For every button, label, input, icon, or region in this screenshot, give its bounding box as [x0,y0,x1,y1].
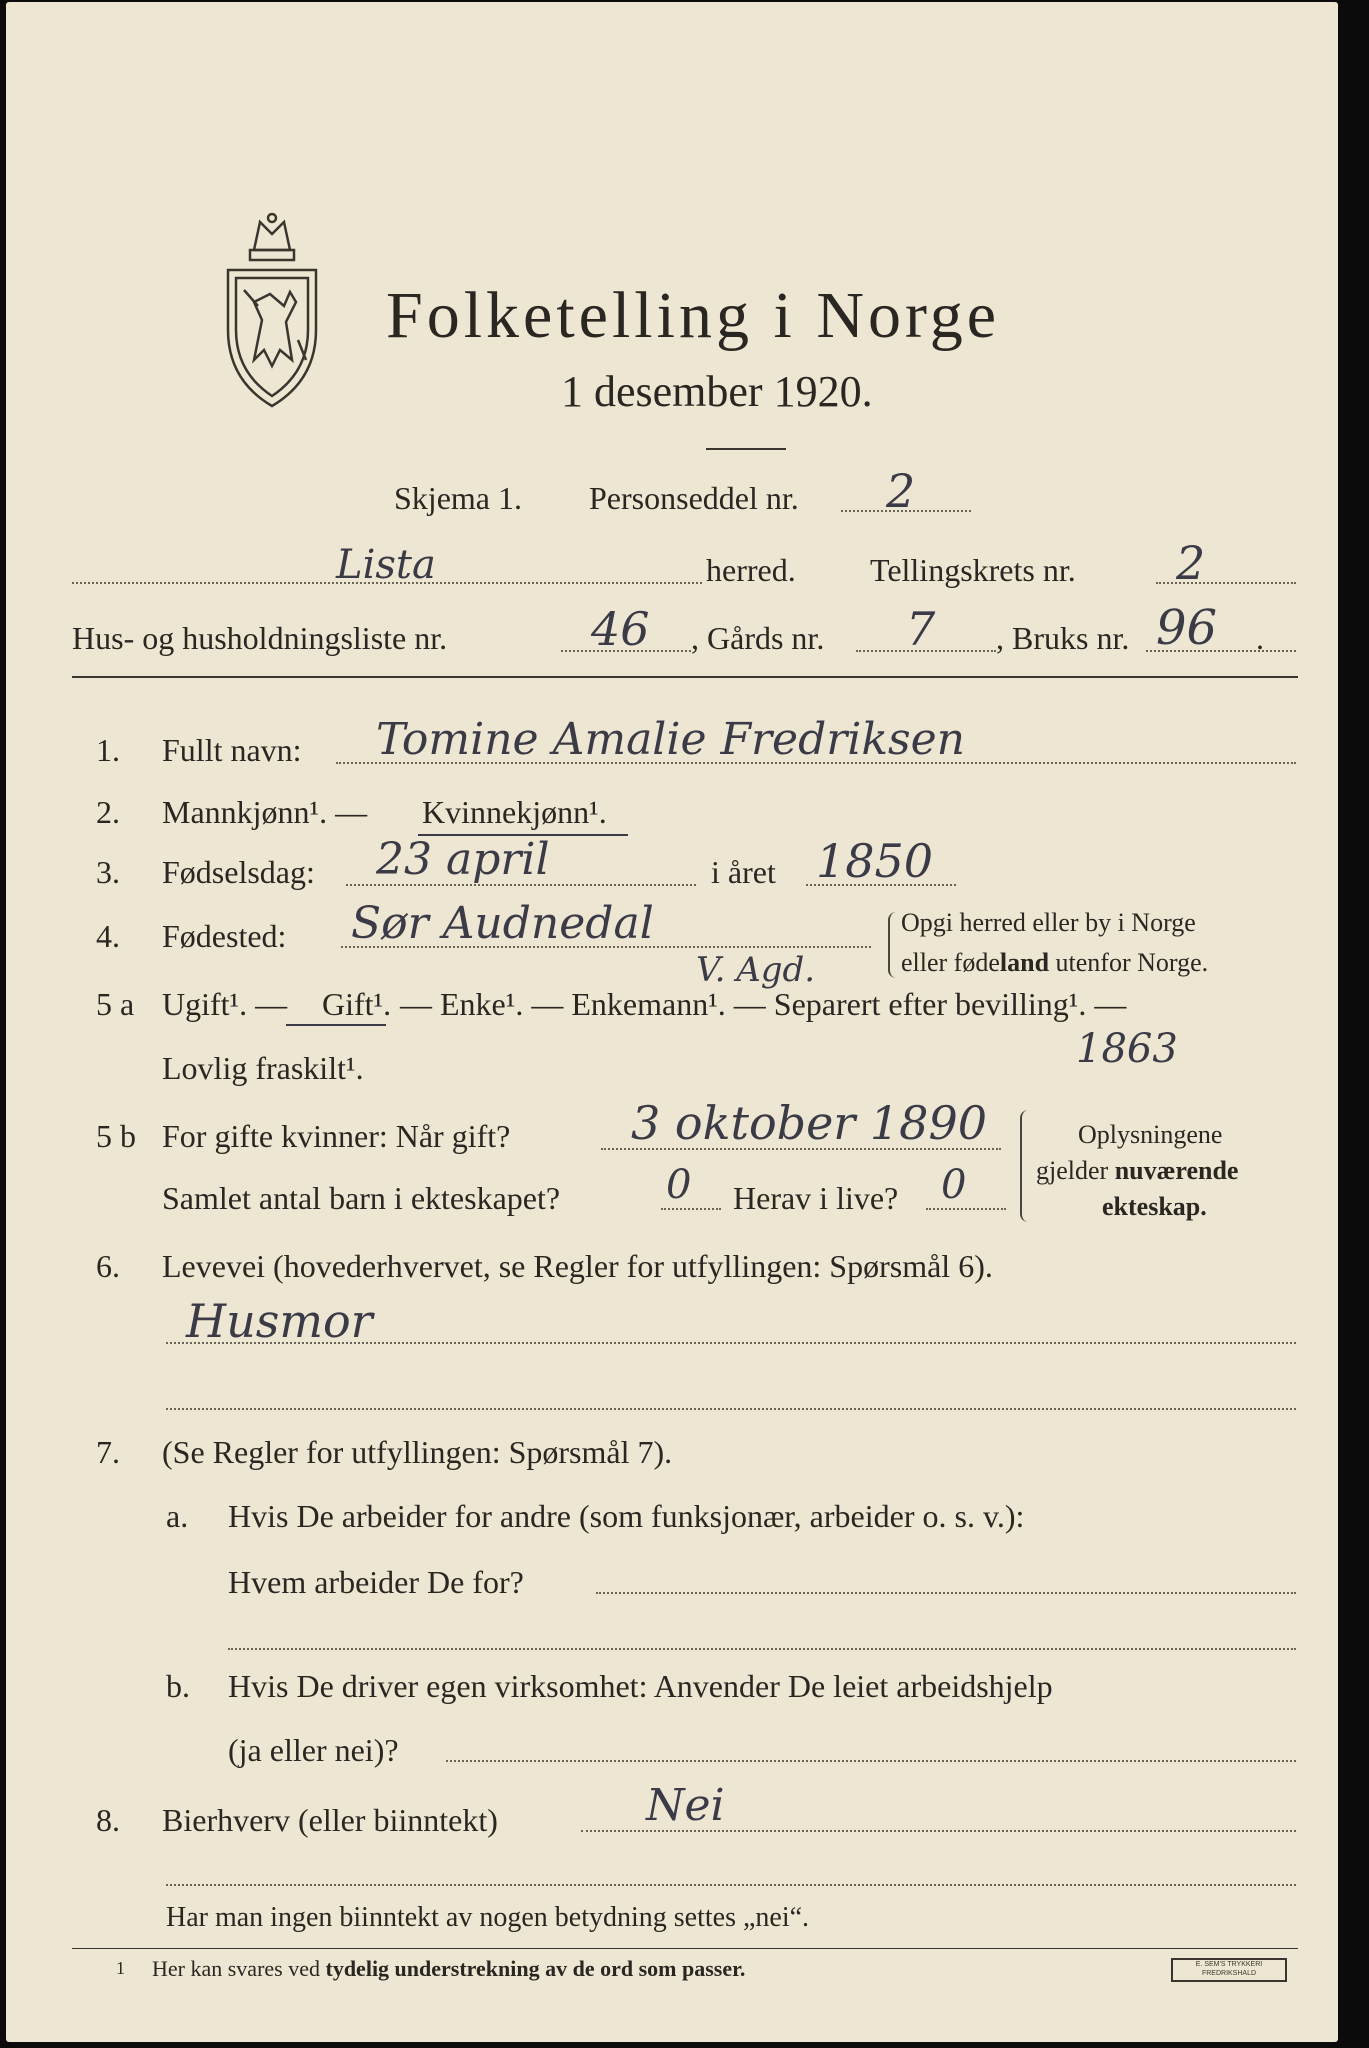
q7a-letter: a. [166,1498,189,1534]
q6-value[interactable]: Husmor [186,1294,373,1348]
q4-note-part-b: land [999,948,1050,977]
q7a-line2 [228,1648,1296,1650]
q5b-alive-value[interactable]: 0 [941,1162,967,1208]
q4-note-part-a: eller føde [901,948,1000,977]
q7a-line1 [596,1592,1296,1594]
q5b-note-part-a: gjelder [1036,1156,1115,1185]
q3-year-label: i året [711,854,776,890]
q6-label: Levevei (hovederhvervet, se Regler for utfyllingen: Spørsmål 6). [162,1248,993,1284]
q3-label: Fødselsdag: [162,854,315,890]
herred-value[interactable]: Lista [336,542,436,588]
header-divider [72,676,1298,678]
q4-value-region[interactable]: V. Agd. [696,950,816,990]
q6-line2 [166,1408,1296,1410]
q4-value[interactable]: Sør Audnedal [351,898,654,949]
q4-note-line1: Opgi herred eller by i Norge [901,908,1196,937]
gards-value[interactable]: 7 [906,602,936,656]
q3-number: 3. [96,854,120,890]
q4-note-brace [888,912,898,978]
q5b-note-line1: Oplysningene [1078,1120,1223,1149]
q7-number: 7. [96,1434,120,1470]
stamp-line2: FREDRIKSHALD [1201,1970,1257,1977]
bruks-label: , Bruks nr. [996,620,1130,656]
stamp-line1: E. SEM'S TRYKKERI [1195,1961,1263,1968]
personseddel-label: Personseddel nr. [589,480,799,516]
q5b-married-label: For gifte kvinner: Når gift? [162,1118,511,1154]
personseddel-value[interactable]: 2 [886,464,916,518]
hus-value[interactable]: 46 [591,602,650,656]
form-date: 1 desember 1920. [561,367,873,416]
q4-label: Fødested: [162,918,287,954]
q5a-other-options[interactable]: — Enke¹. — Enkemann¹. — Separert efter bevilling¹. — [400,986,1127,1022]
q4-note-part-c: utenfor Norge. [1049,948,1209,977]
bruks-value[interactable]: 96 [1156,600,1218,656]
q4-number: 4. [96,918,120,954]
q5a-number: 5 a [96,986,135,1022]
bruks-suffix: . [1256,620,1264,656]
q5b-children-value[interactable]: 0 [666,1162,692,1208]
tellingskrets-label: Tellingskrets nr. [870,552,1076,588]
footer-note: Har man ingen biinntekt av nogen betydning settes „nei“. [166,1902,810,1933]
q7a-sub-label: Hvem arbeider De for? [228,1564,524,1600]
q5b-number: 5 b [96,1118,136,1154]
q3-value[interactable]: 23 april [376,834,550,885]
q5a-year-note[interactable]: 1863 [1076,1026,1178,1072]
q7b-text: Hvis De driver egen virksomhet: Anvender De leiet arbeidshjelp [228,1668,1053,1704]
footer-divider [72,1948,1298,1949]
q6-number: 6. [96,1248,120,1284]
skjema-label: Skjema 1. [394,480,522,516]
q5b-note-line3: ekteskap. [1102,1192,1207,1221]
gards-label: , Gårds nr. [691,620,825,656]
census-form-page [6,2,1338,2042]
q8-label: Bierhverv (eller biinntekt) [162,1802,498,1838]
q5b-children-label: Samlet antal barn i ekteskapet? [162,1180,561,1216]
q5a-ugift-option[interactable]: Ugift¹. — [162,986,288,1022]
form-title: Folketelling i Norge [386,279,1001,352]
footnote-number: 1 [116,1958,125,1978]
footnote-text [152,1956,745,1982]
q8-line2 [166,1884,1296,1886]
printer-stamp [1171,1958,1287,1982]
tellingskrets-value[interactable]: 2 [1176,536,1206,590]
q5a-fraskilt-option[interactable]: Lovlig fraskilt¹. [162,1050,364,1086]
q7b-sub-label: (ja eller nei)? [228,1732,399,1768]
q1-number: 1. [96,732,120,768]
q5b-note-line2 [1036,1156,1238,1186]
footnote-part-a: Her kan svares ved [152,1956,326,1981]
q2-female-option[interactable]: Kvinnekjønn¹. [422,794,607,830]
q5b-note-brace [1020,1110,1032,1222]
q8-number: 8. [96,1802,120,1838]
q1-label: Fullt navn: [162,732,302,768]
q7b-letter: b. [166,1668,190,1704]
q5b-married-value[interactable]: 3 oktober 1890 [631,1096,987,1150]
q2-number: 2. [96,794,120,830]
q5a-gift-underline [286,1024,386,1026]
q5a-gift-option[interactable]: Gift¹. [322,986,392,1022]
q3-year-value[interactable]: 1850 [816,834,934,888]
q2-male-option[interactable]: Mannkjønn¹. — [162,794,368,830]
q7a-text: Hvis De arbeider for andre (som funksjonær, arbeider o. s. v.): [228,1498,1025,1534]
coat-of-arms-icon [214,210,330,410]
q1-value[interactable]: Tomine Amalie Fredriksen [376,714,965,765]
q7b-line [446,1760,1296,1762]
hus-label: Hus- og husholdningsliste nr. [72,620,448,656]
q5b-note-part-b: nuværende [1114,1156,1239,1185]
herred-label: herred. [706,552,796,588]
title-divider [706,448,786,450]
q7-label: (Se Regler for utfyllingen: Spørsmål 7). [162,1434,673,1470]
footnote-part-b: tydelig understrekning av de ord som passer. [325,1956,746,1981]
q5b-alive-line [926,1208,1006,1210]
q4-note-line2 [901,948,1208,978]
q5b-children-line [661,1208,721,1210]
q5b-alive-label: Herav i live? [733,1180,899,1216]
q8-value[interactable]: Nei [646,1780,725,1831]
